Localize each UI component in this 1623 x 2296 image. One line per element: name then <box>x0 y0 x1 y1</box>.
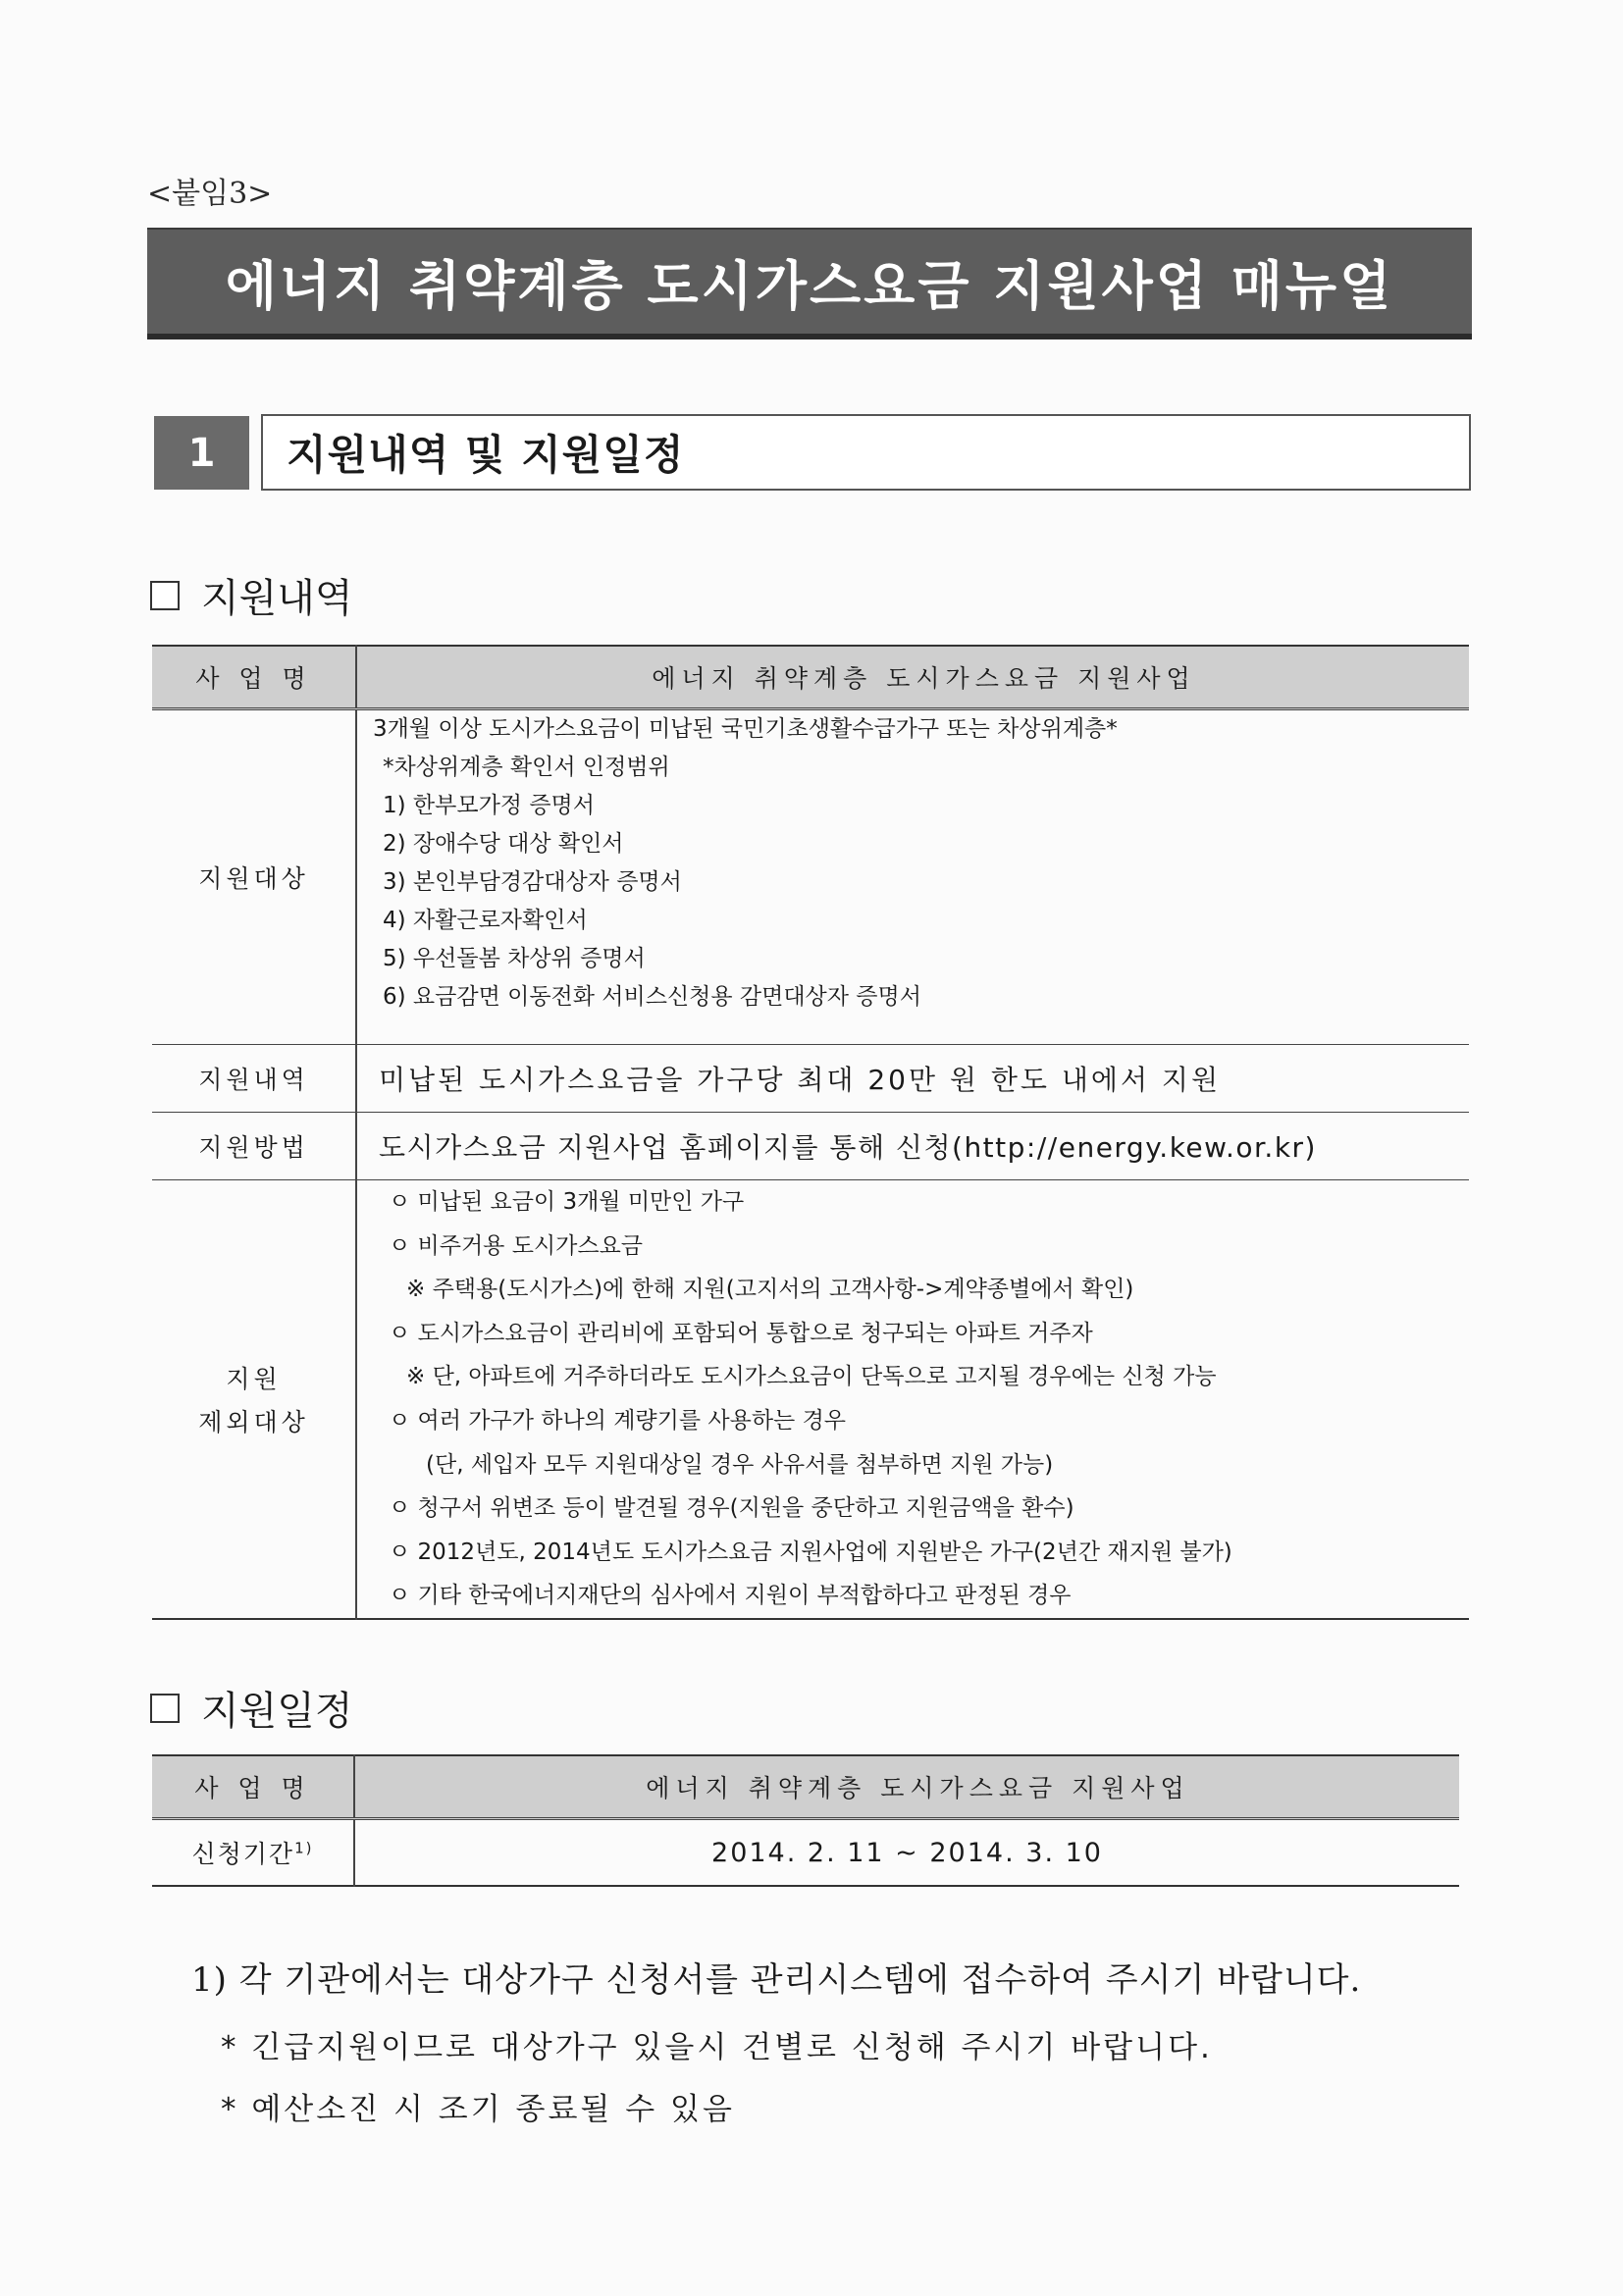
exclusion-line: ※ 단, 아파트에 거주하더라도 도시가스요금이 단독으로 고지될 경우에는 신청 가능 <box>406 1364 1217 1390</box>
exclusion-value <box>356 1180 1469 1619</box>
footnote-mark: 1) <box>294 1839 314 1857</box>
target-label: 지원대상 <box>152 709 356 1045</box>
support-schedule-heading-text: 지원일정 <box>201 1689 353 1734</box>
section-number: 1 <box>154 416 249 490</box>
document-title-band <box>147 228 1472 339</box>
header-value: 에너지 취약계층 도시가스요금 지원사업 <box>356 646 1469 709</box>
period-row <box>152 1819 1459 1887</box>
target-line: 3개월 이상 도시가스요금이 미납된 국민기초생활수급가구 또는 차상위계층* <box>373 716 1118 742</box>
target-line: 3) 본인부담경감대상자 증명서 <box>383 869 682 895</box>
exclusion-line: ㅇ 비주거용 도시가스요금 <box>389 1232 644 1259</box>
period-value: 2014. 2. 11 ~ 2014. 3. 10 <box>354 1819 1459 1887</box>
support-details-heading-text: 지원내역 <box>201 576 353 621</box>
content-row <box>152 1045 1469 1113</box>
target-line: *차상위계층 확인서 인정범위 <box>383 755 670 780</box>
header-label: 사 업 명 <box>152 646 356 709</box>
content-value: 미납된 도시가스요금을 가구당 최대 20만 원 한도 내에서 지원 <box>356 1045 1469 1113</box>
content-label: 지원내역 <box>152 1045 356 1113</box>
exclusion-line: ㅇ 도시가스요금이 관리비에 포함되어 통합으로 청구되는 아파트 거주자 <box>389 1320 1093 1346</box>
exclusion-line: ㅇ 2012년도, 2014년도 도시가스요금 지원사업에 지원받은 가구(2년간 재지원 불가) <box>389 1539 1232 1565</box>
method-label: 지원방법 <box>152 1113 356 1180</box>
section-title: 지원내역 및 지원일정 <box>287 431 685 479</box>
footnotes <box>191 1953 1361 2128</box>
footnote-note: * 예산소진 시 조기 종료될 수 있음 <box>221 2092 735 2127</box>
support-schedule-heading <box>150 1680 353 1736</box>
attachment-label: <붙임3> <box>147 177 273 211</box>
target-line: 6) 요금감면 이동전화 서비스신청용 감면대상자 증명서 <box>383 984 921 1010</box>
exclusion-line: ㅇ 기타 한국에너지재단의 심사에서 지원이 부적합하다고 판정된 경우 <box>389 1583 1072 1609</box>
exclusion-line: ㅇ 여러 가구가 하나의 계량기를 사용하는 경우 <box>389 1407 847 1434</box>
target-row <box>152 709 1469 1045</box>
target-line: 1) 한부모가정 증명서 <box>383 793 595 818</box>
checkbox-icon <box>150 581 180 610</box>
exclusion-label <box>152 1180 356 1619</box>
exclusion-label-line1: 지원 <box>226 1364 282 1393</box>
support-details-table <box>152 645 1469 1620</box>
exclusion-row <box>152 1180 1469 1619</box>
document-title: 에너지 취약계층 도시가스요금 지원사업 매뉴얼 <box>225 254 1394 317</box>
period-label: 신청기간 <box>191 1840 295 1868</box>
exclusion-line: ※ 주택용(도시가스)에 한해 지원(고지서의 고객사항->계약종별에서 확인) <box>406 1277 1134 1303</box>
footnote-note: * 긴급지원이므로 대상가구 있을시 건별로 신청해 주시기 바랍니다. <box>221 2030 1213 2065</box>
checkbox-icon <box>150 1694 180 1723</box>
header-value: 에너지 취약계층 도시가스요금 지원사업 <box>354 1755 1459 1819</box>
method-row <box>152 1113 1469 1180</box>
exclusion-line: (단, 세입자 모두 지원대상일 경우 사유서를 첨부하면 지원 가능) <box>426 1451 1054 1478</box>
support-details-heading <box>150 567 353 623</box>
period-label-cell <box>152 1819 354 1887</box>
target-line: 4) 자활근로자확인서 <box>383 908 588 933</box>
exclusion-line: ㅇ 미납된 요금이 3개월 미만인 가구 <box>389 1189 745 1215</box>
table-header-row <box>152 1755 1459 1819</box>
target-line: 2) 장애수당 대상 확인서 <box>383 831 624 857</box>
exclusion-line: ㅇ 청구서 위변조 등이 발견될 경우(지원을 중단하고 지원금액을 환수) <box>389 1495 1074 1522</box>
method-value: 도시가스요금 지원사업 홈페이지를 통해 신청(http://energy.kew.or.kr) <box>356 1113 1469 1180</box>
target-value <box>356 709 1469 1045</box>
footnote-main: 1) 각 기관에서는 대상가구 신청서를 관리시스템에 접수하여 주시기 바랍니다. <box>191 1960 1362 2000</box>
target-line: 5) 우선돌봄 차상위 증명서 <box>383 946 646 971</box>
header-label: 사 업 명 <box>152 1755 354 1819</box>
section-title-box <box>261 414 1471 491</box>
table-header-row <box>152 646 1469 709</box>
support-schedule-table <box>152 1754 1459 1887</box>
exclusion-label-line2: 제외대상 <box>198 1407 309 1436</box>
